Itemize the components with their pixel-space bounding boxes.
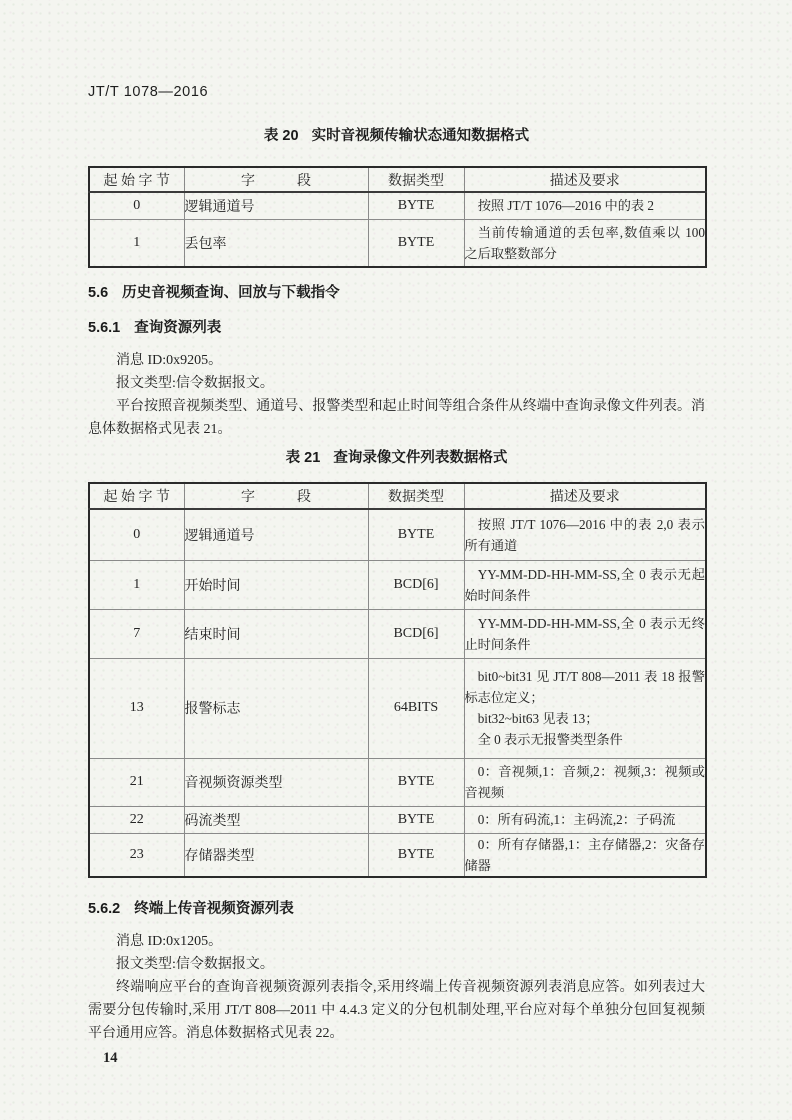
cell-field: 开始时间 [184, 560, 368, 609]
section-5-6-1-body [88, 349, 705, 441]
table20 [88, 166, 707, 268]
col-header-field: 字 段 [184, 167, 368, 192]
col-header-description: 描述及要求 [464, 167, 706, 192]
cell-field: 丢包率 [184, 219, 368, 267]
col-header-description: 描述及要求 [464, 483, 706, 509]
paragraph: 终端响应平台的查询音视频资源列表指令,采用终端上传音视频资源列表消息应答。如列表过大需要分包传输时,采用 JT/T 808—2011 中 4.4.3 定义的分包机制处理,平台应对每个单独分包回复视频平台通用应答。消息体数据格式见表 22。 [88, 979, 705, 1041]
message-id-line: 消息 ID:0x9205。 [116, 353, 223, 368]
page-content [88, 0, 705, 1066]
section-title: 查询资源列表 [134, 320, 222, 336]
table-header-row [89, 167, 706, 192]
cell-description: YY-MM-DD-HH-MM-SS,全 0 表示无终止时间条件 [464, 609, 706, 658]
section-number: 5.6.1 [88, 320, 121, 336]
cell-data-type: BYTE [368, 509, 464, 560]
table-row [89, 560, 706, 609]
table-header-row [89, 483, 706, 509]
cell-data-type: BYTE [368, 219, 464, 267]
table21-label: 表 21 [285, 450, 321, 466]
table20-title-text: 实时音视频传输状态通知数据格式 [311, 128, 530, 144]
cell-field: 报警标志 [184, 658, 368, 758]
section-5-6-2-body [88, 930, 705, 1045]
cell-description: 按照 JT/T 1076—2016 中的表 2,0 表示所有通道 [464, 509, 706, 560]
cell-description: YY-MM-DD-HH-MM-SS,全 0 表示无起始时间条件 [464, 560, 706, 609]
cell-description: 0：所有码流,1：主码流,2：子码流 [464, 806, 706, 833]
cell-field: 结束时间 [184, 609, 368, 658]
section-number: 5.6 [88, 285, 109, 301]
cell-start-byte: 1 [89, 560, 184, 609]
col-header-field: 字 段 [184, 483, 368, 509]
cell-description [464, 658, 706, 758]
cell-data-type: BYTE [368, 192, 464, 219]
table-row [89, 833, 706, 877]
cell-data-type: BYTE [368, 806, 464, 833]
table21 [88, 482, 707, 878]
desc-line: bit32~bit63 见表 13； [477, 711, 599, 726]
cell-start-byte: 7 [89, 609, 184, 658]
desc-line: 全 0 表示无报警类型条件 [477, 732, 623, 747]
table-row [89, 806, 706, 833]
table21-title [88, 450, 705, 467]
cell-description: 按照 JT/T 1076—2016 中的表 2 [464, 192, 706, 219]
section-heading-5-6 [88, 285, 705, 302]
table21-title-text: 查询录像文件列表数据格式 [333, 450, 508, 466]
section-heading-5-6-2 [88, 901, 705, 918]
table-row [89, 609, 706, 658]
col-header-data-type: 数据类型 [368, 483, 464, 509]
table-row [89, 658, 706, 758]
desc-line: bit0~bit31 见 JT/T 808—2011 表 18 报警标志位定义； [464, 669, 705, 705]
page-number: 14 [103, 1049, 118, 1066]
cell-data-type: BCD[6] [368, 609, 464, 658]
cell-description: 0：音视频,1：音频,2：视频,3：视频或音视频 [464, 758, 706, 806]
cell-start-byte: 22 [89, 806, 184, 833]
cell-field: 逻辑通道号 [184, 509, 368, 560]
message-id-line: 消息 ID:0x1205。 [116, 933, 223, 949]
cell-data-type: BYTE [368, 833, 464, 877]
section-title: 历史音视频查询、回放与下载指令 [122, 285, 340, 301]
paragraph: 平台按照音视频类型、通道号、报警类型和起止时间等组合条件从终端中查询录像文件列表。消息体数据格式见表 21。 [88, 399, 705, 437]
cell-start-byte: 21 [89, 758, 184, 806]
cell-start-byte: 0 [89, 509, 184, 560]
cell-description: 当前传输通道的丢包率,数值乘以 100 之后取整数部分 [464, 219, 706, 267]
cell-data-type: 64BITS [368, 658, 464, 758]
col-header-data-type: 数据类型 [368, 167, 464, 192]
cell-field: 码流类型 [184, 806, 368, 833]
col-header-start-byte: 起 始 字 节 [89, 167, 184, 192]
cell-field: 音视频资源类型 [184, 758, 368, 806]
cell-field: 逻辑通道号 [184, 192, 368, 219]
section-title: 终端上传音视频资源列表 [134, 900, 294, 917]
message-type-line: 报文类型:信令数据报文。 [116, 956, 274, 972]
table-row [89, 192, 706, 219]
table-row [89, 219, 706, 267]
cell-data-type: BYTE [368, 758, 464, 806]
cell-description: 0：所有存储器,1：主存储器,2：灾备存储器 [464, 833, 706, 877]
table-row [89, 509, 706, 560]
section-heading-5-6-1 [88, 320, 705, 337]
cell-start-byte: 23 [89, 833, 184, 877]
cell-field: 存储器类型 [184, 833, 368, 877]
message-type-line: 报文类型:信令数据报文。 [116, 376, 274, 391]
table-row [89, 758, 706, 806]
cell-data-type: BCD[6] [368, 560, 464, 609]
table20-label: 表 20 [263, 128, 299, 144]
cell-start-byte: 13 [89, 658, 184, 758]
table20-title [88, 128, 705, 145]
cell-start-byte: 0 [89, 192, 184, 219]
doc-number: JT/T 1078—2016 [88, 84, 209, 100]
col-header-start-byte: 起 始 字 节 [89, 483, 184, 509]
cell-start-byte: 1 [89, 219, 184, 267]
section-number: 5.6.2 [88, 900, 121, 917]
